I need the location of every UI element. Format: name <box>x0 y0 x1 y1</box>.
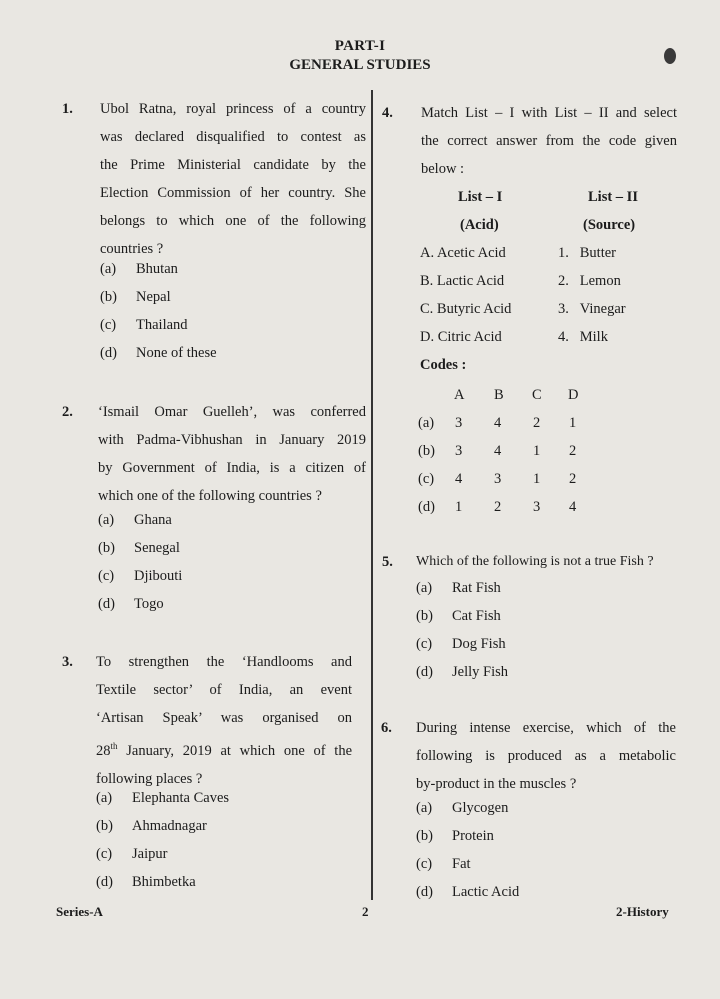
text-line: During intense exercise, which of the <box>416 720 676 736</box>
text-line: belongs to which one of the following <box>100 213 366 229</box>
code-cell: 2 <box>569 471 577 487</box>
code-cell: 1 <box>569 415 577 431</box>
column-divider <box>371 90 373 900</box>
text-line: ‘Ismail Omar Guelleh’, was conferred <box>98 404 366 420</box>
code-cell: 1 <box>455 499 463 515</box>
code-cell: 1 <box>533 443 541 459</box>
code-cell: 3 <box>533 499 541 515</box>
question-text <box>96 648 352 793</box>
section-title: GENERAL STUDIES <box>289 57 431 73</box>
code-option: (a) <box>418 415 435 431</box>
list-2-heading: List – II <box>588 189 638 205</box>
text-line: by Government of India, is a citizen of <box>98 460 366 476</box>
text-line: ‘Artisan Speak’ was organised on <box>96 710 352 726</box>
text-line: To strengthen the ‘Handlooms and <box>96 654 352 670</box>
list-1-item: D. Citric Acid <box>420 329 502 345</box>
text-line: 28th January, 2019 at which one of the <box>96 741 352 759</box>
question-text <box>421 99 677 183</box>
question-number: 1. <box>62 101 73 117</box>
question-number: 3. <box>62 654 73 670</box>
code-head: B <box>494 387 504 403</box>
text-line: below : <box>421 161 465 177</box>
list-1-heading: List – I <box>458 189 503 205</box>
code-option: (c) <box>418 471 435 487</box>
page-header <box>0 38 720 74</box>
text-line: the correct answer from the code given <box>421 133 677 149</box>
code-cell: 4 <box>569 499 577 515</box>
list-1-item: A. Acetic Acid <box>420 245 506 261</box>
part-title: PART-I <box>334 38 386 54</box>
question-text <box>100 95 366 263</box>
subject-label: 2-History <box>616 904 669 919</box>
list-1-subheading: (Acid) <box>460 217 499 233</box>
text-line: following is produced as a metabolic <box>416 748 676 764</box>
exam-page: PART-I GENERAL STUDIES 1. Ubol Ratna, royal princess of a country was declared disqualified to contest as the Prime Ministerial candidate by the Election Commission of her country. She belongs to which one of the following countries ? (a) Bhutan (b) Nepal (c) Thailand (d) None of these 2. ‘Ismail Omar Guelleh’, was conferred with Padma-Vibhushan in January 2019 by Government of India, is a citizen of which one of the following countries ? (a) Ghana (b) Senegal (c) Djibouti (d) Togo 3. To strengthen the ‘Handlooms and Textile sector’ of India, an event ‘Artisan Speak’ was organised on 28th January, 2019 at which one of the following places ? (a) Elephanta Caves (b) Ahmadnagar (c) Jaipur (d) Bhimbetka 4. Match List – I with List – II and select the correct answer from the code given below : List – I (Acid) List – II (Source) A. Acetic Acid B. Lactic Acid C. Butyric Acid D. Citric Acid 1. Butter 2. Lemon 3. Vinegar 4. Milk Codes : A B C D (a) 3 4 2 1 (b) 3 4 1 2 (c) 4 3 1 2 (d) 1 2 3 4 5. Which of the following is not a true Fish ? (a) Rat Fish (b) Cat Fish (c) Dog Fish (d) Jelly Fish 6. During intense exercise, which of the following is produced as a metabolic by-product in the muscles ? (a) Glycogen (b) Protein (c) Fat (d) Lactic Acid Series-A 2 2-History <box>0 0 720 999</box>
text-line: Ubol Ratna, royal princess of a country <box>100 101 366 117</box>
code-cell: 2 <box>569 443 577 459</box>
text-line: the Prime Ministerial candidate by the <box>100 157 366 173</box>
list-2-subheading: (Source) <box>583 217 636 233</box>
question-text <box>416 714 676 798</box>
code-cell: 4 <box>455 471 463 487</box>
code-cell: 4 <box>494 443 502 459</box>
code-option: (d) <box>418 499 435 515</box>
list-1-item: B. Lactic Acid <box>420 273 505 289</box>
text-line: with Padma-Vibhushan in January 2019 <box>98 432 366 448</box>
list-2-item: 2. Lemon <box>558 273 621 289</box>
list-2-item: 1. Butter <box>558 245 616 261</box>
question-number: 4. <box>382 105 393 121</box>
code-head: A <box>454 387 465 403</box>
list-2-item: 3. Vinegar <box>558 301 626 317</box>
question-number: 6. <box>381 720 392 736</box>
text-line: countries ? <box>100 241 164 257</box>
question-number: 2. <box>62 404 73 420</box>
text-line: Match List – I with List – II and select <box>421 105 677 121</box>
code-head: C <box>532 387 542 403</box>
code-cell: 2 <box>533 415 541 431</box>
text-line: was declared disqualified to contest as <box>100 129 366 145</box>
list-2-item: 4. Milk <box>558 329 608 345</box>
text-line: Textile sector’ of India, an event <box>96 682 352 698</box>
text-line: which one of the following countries ? <box>98 488 322 504</box>
code-cell: 1 <box>533 471 541 487</box>
text-line: by-product in the muscles ? <box>416 776 577 792</box>
codes-label: Codes : <box>420 357 467 373</box>
page-number: 2 <box>362 904 369 919</box>
question-text: Which of the following is not a true Fish ? <box>416 554 654 569</box>
text-line: following places ? <box>96 770 203 787</box>
code-head: D <box>568 387 579 403</box>
code-option: (b) <box>418 443 435 459</box>
code-cell: 3 <box>455 443 463 459</box>
list-1-item: C. Butyric Acid <box>420 301 512 317</box>
code-cell: 3 <box>455 415 463 431</box>
question-4 <box>382 99 678 519</box>
question-text <box>98 398 366 510</box>
text-line: Election Commission of her country. She <box>100 185 366 201</box>
code-cell: 4 <box>494 415 502 431</box>
series-label: Series-A <box>56 904 103 919</box>
code-cell: 3 <box>494 471 502 487</box>
code-cell: 2 <box>494 499 502 515</box>
punch-hole-mark <box>664 48 676 64</box>
question-number: 5. <box>382 554 393 570</box>
